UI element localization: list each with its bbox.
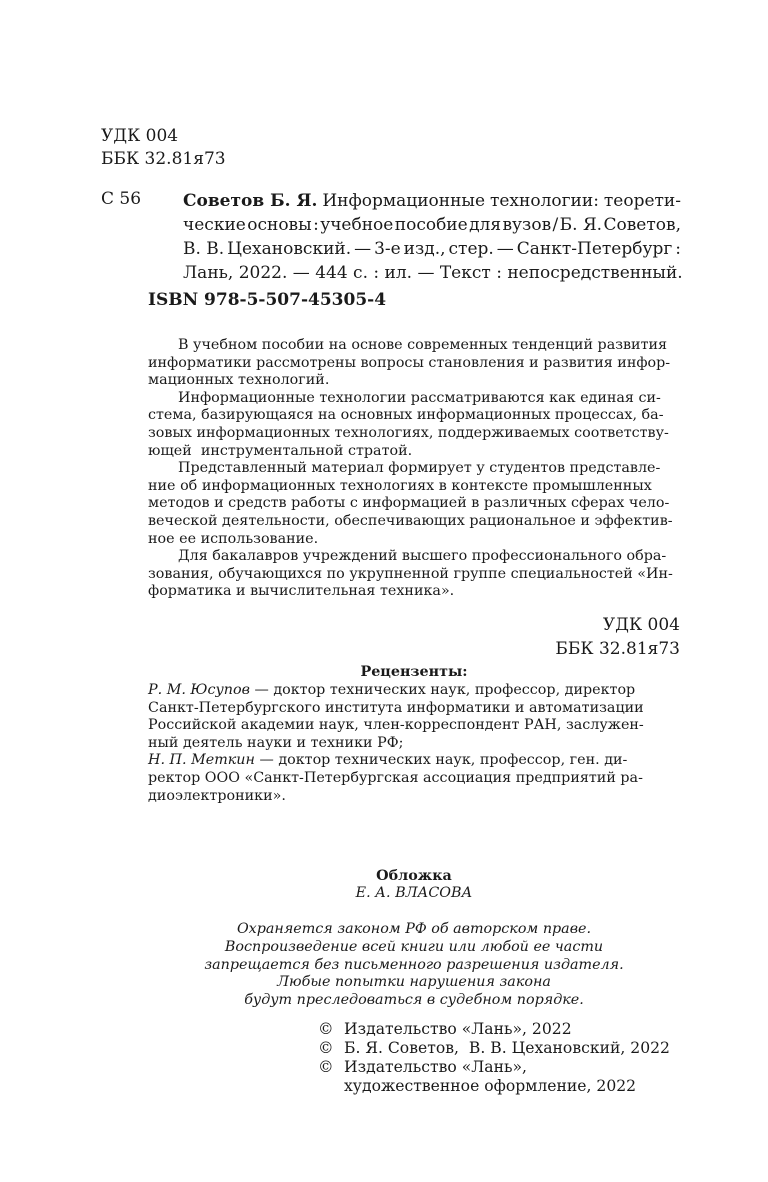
annotation-line: зовых информационных технологиях, поддерживаемых соответству- <box>148 424 669 441</box>
biblio-word: В. В. <box>183 239 225 259</box>
biblio-word: Б. Я. <box>559 215 603 235</box>
cover-designer: Е. А. ВЛАСОВА <box>355 885 473 901</box>
annotation <box>148 337 680 601</box>
biblio-word: технологии: <box>489 191 599 211</box>
isbn: ISBN 978-5-507-45305-4 <box>148 290 387 310</box>
reviewer-line: диоэлектроники». <box>148 787 286 804</box>
reviewer-name: Н. П. Меткин <box>148 752 255 769</box>
annotation-line: ющей инструментальной стратой. <box>148 442 413 459</box>
biblio-word: учебное <box>320 215 394 235</box>
udk-code: УДК 004 <box>101 126 179 146</box>
biblio-word: Информационные <box>322 191 486 211</box>
codes-right <box>480 613 680 661</box>
annotation-line: ние об информационных технологиях в контексте промышленных <box>148 477 652 494</box>
annotation-line: Для бакалавров учреждений высшего профессионального обра- <box>178 548 667 565</box>
biblio-word: стер. <box>448 239 494 259</box>
biblio-word: / <box>552 215 559 235</box>
annotation-line: Представленный материал формирует у студентов представле- <box>178 460 661 477</box>
reviewer-line: Н. П. Меткин — доктор технических наук, профессор, ген. ди- <box>148 752 628 769</box>
biblio-word: Советов, <box>603 215 681 235</box>
biblio-line <box>183 213 681 237</box>
annotation-line: Информационные технологии рассматриваются как единая си- <box>178 389 661 406</box>
notice-line: Воспроизведение всей книги или любой ее части <box>224 938 604 955</box>
copyright-row: © Б. Я. Советов, В. В. Цехановский, 2022 <box>318 1039 670 1057</box>
bbk-code-right: ББК 32.81я73 <box>555 639 680 659</box>
biblio-line <box>183 237 681 261</box>
notice-line: Любые попытки нарушения закона <box>277 974 551 991</box>
biblio-word: теорети- <box>603 191 681 211</box>
reviewer-line: ректор ООО «Санкт-Петербургская ассоциация предприятий ра- <box>148 769 643 786</box>
reviewers-title: Рецензенты: <box>360 664 468 680</box>
biblio-word: 3-е <box>374 239 401 259</box>
copyright-row: © Издательство «Лань», 2022 <box>318 1020 572 1038</box>
annotation-line: веческой деятельности, обеспечивающих рациональное и эффектив- <box>148 512 673 529</box>
annotation-line: форматика и вычислительная техника». <box>148 583 455 600</box>
annotation-line: ное ее использование. <box>148 530 319 547</box>
biblio-word: — <box>354 239 372 259</box>
copyright-icon: © <box>318 1058 334 1076</box>
annotation-line: мационных технологий. <box>148 372 330 389</box>
biblio-word: ческие <box>183 215 246 235</box>
reviewer-line: Санкт-Петербургского института информатики и автоматизации <box>148 699 644 716</box>
annotation-line: методов и средств работы с информацией в различных сферах чело- <box>148 495 670 512</box>
biblio-word: основы <box>247 215 312 235</box>
biblio-word: Лань, 2022. — 444 с. : ил. — Текст : непосредственный. <box>183 263 683 283</box>
copyright-icon: © <box>318 1039 334 1057</box>
annotation-line: информатики рассмотрены вопросы становления и развития инфор- <box>148 354 671 371</box>
copyright-notice <box>148 921 680 1010</box>
reviewer-name: Р. М. Юсупов <box>148 682 250 698</box>
header-codes <box>101 125 226 171</box>
biblio-word: вузов <box>502 215 552 235</box>
biblio-line <box>183 189 681 213</box>
biblio-word: изд., <box>403 239 446 259</box>
udk-code-right: УДК 004 <box>602 615 680 635</box>
notice-line: запрещается без письменного разрешения издателя. <box>204 956 624 973</box>
biblio-word: Санкт-Петербург <box>516 239 673 259</box>
biblio-word: : <box>675 239 681 259</box>
notice-line: Охраняется законом РФ об авторском праве. <box>236 921 592 937</box>
biblio-word: Цехановский. <box>227 239 352 259</box>
reviewer-line: Р. М. Юсупов — доктор технических наук, профессор, директор <box>148 682 636 698</box>
biblio-word: пособие <box>394 215 468 235</box>
reviewer-line: ный деятель науки и техники РФ; <box>148 734 404 751</box>
notice-line: будут преследоваться в судебном порядке. <box>244 992 584 1009</box>
annotation-line: зования, обучающихся по укрупненной группе специальностей «Ин- <box>148 565 673 582</box>
biblio-word: — <box>496 239 514 259</box>
copyright-row: художественное оформление, 2022 <box>344 1077 637 1095</box>
copyright-row: © Издательство «Лань», <box>318 1058 527 1076</box>
annotation-line: стема, базирующаяся на основных информационных процессах, ба- <box>148 407 664 424</box>
author-mark: С 56 <box>101 189 142 209</box>
biblio-author: Советов Б. Я. <box>183 191 318 211</box>
copyrights <box>318 1020 670 1096</box>
copyright-icon: © <box>318 1020 334 1038</box>
bbk-code: ББК 32.81я73 <box>101 149 226 169</box>
biblio-line <box>183 261 681 285</box>
biblio-word: : <box>313 215 319 235</box>
reviewers-list <box>148 682 680 805</box>
annotation-line: В учебном пособии на основе современных тенденций развития <box>178 337 668 353</box>
bibliographic-record <box>183 189 681 285</box>
cover-title: Обложка <box>376 868 452 884</box>
biblio-word: для <box>469 215 502 235</box>
reviewer-line: Российской академии наук, член-корреспондент РАН, заслужен- <box>148 717 644 734</box>
